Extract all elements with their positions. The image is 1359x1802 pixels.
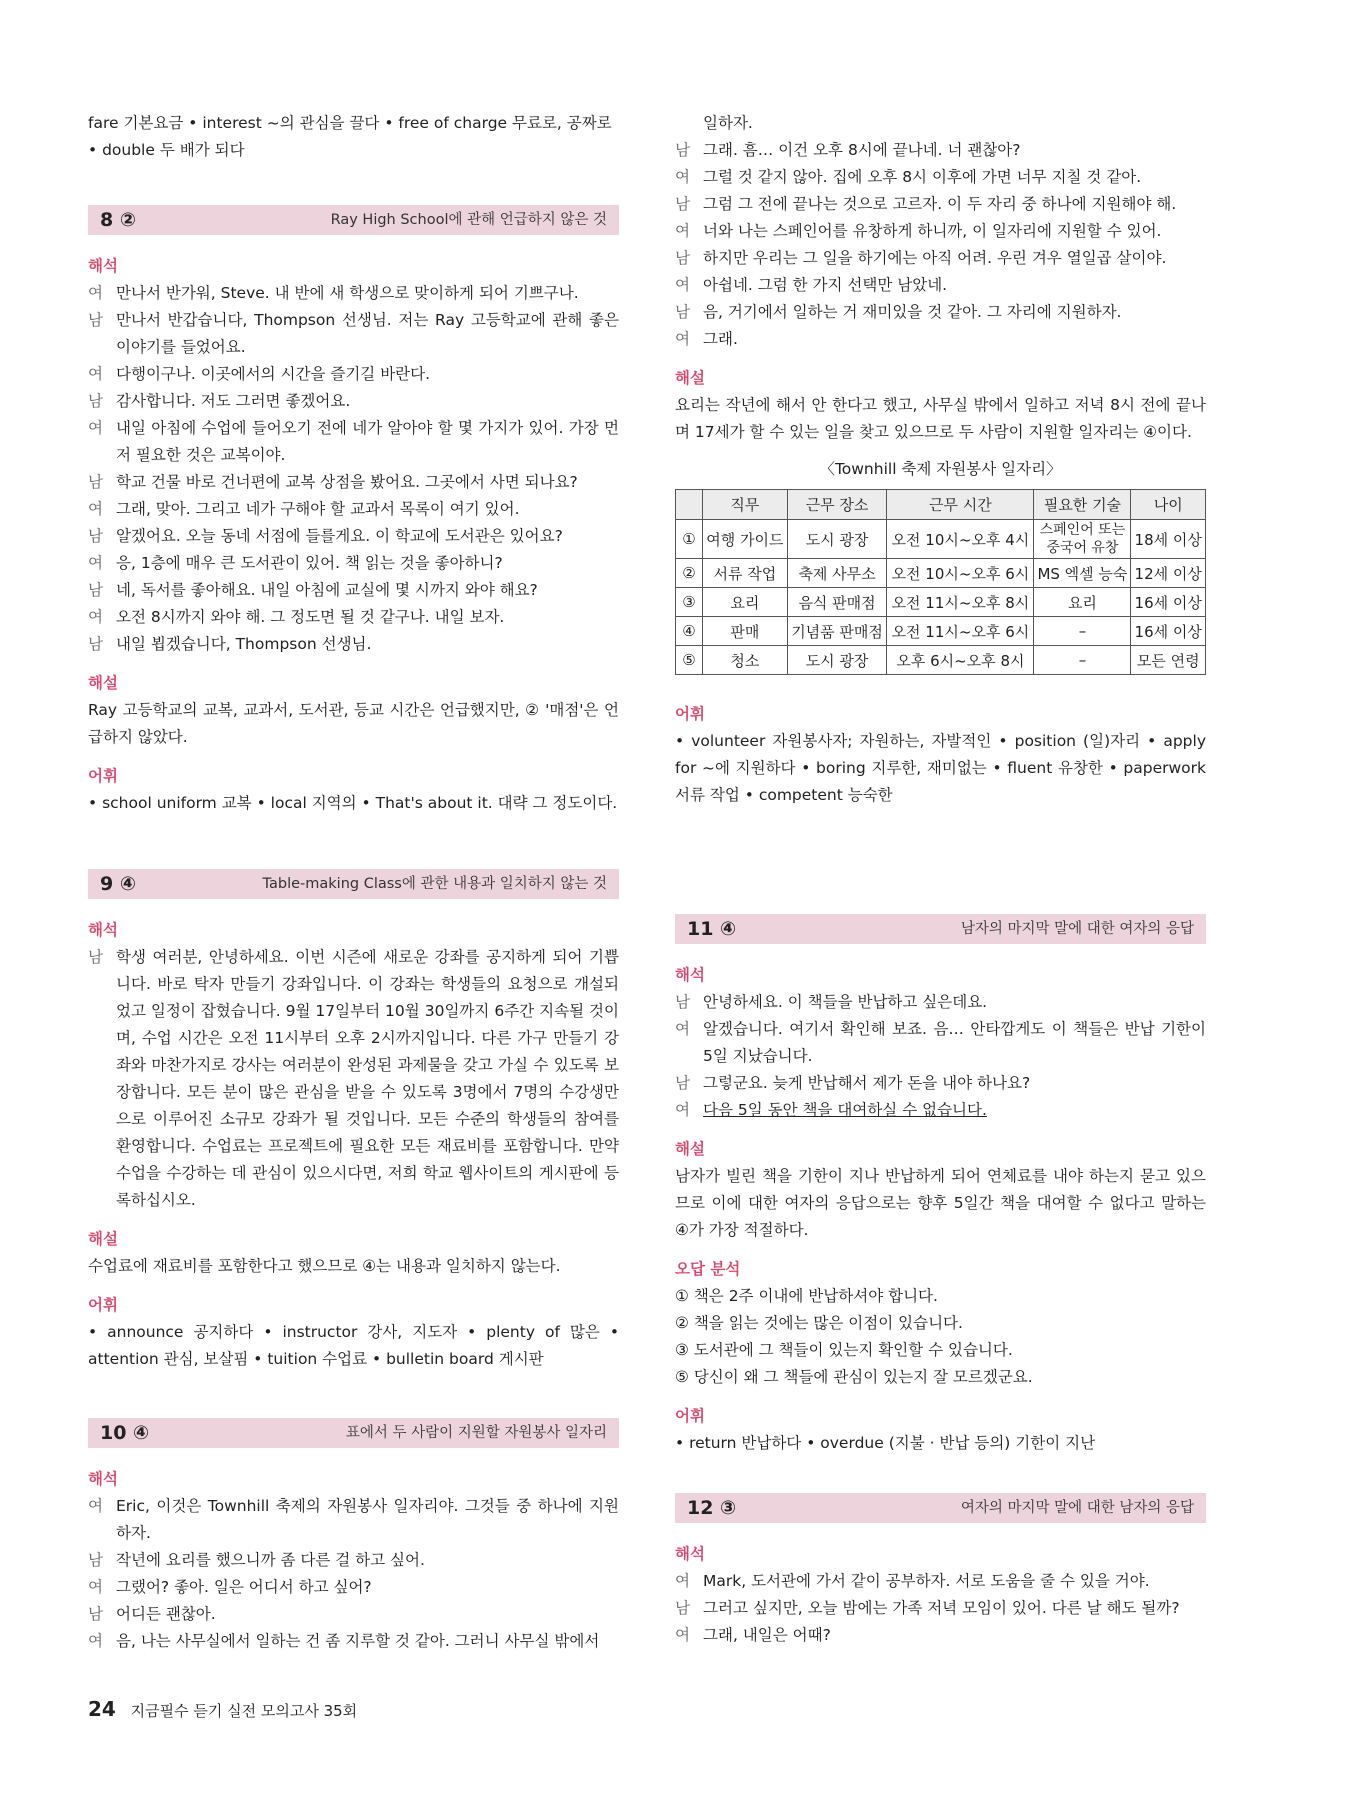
dialogue-text bbox=[116, 604, 619, 631]
dialogue-line bbox=[675, 1622, 1206, 1649]
dialogue-line bbox=[88, 631, 619, 658]
page-number: 24 bbox=[88, 1697, 116, 1721]
volunteer-table bbox=[675, 489, 1206, 675]
q10-dialogue bbox=[88, 1493, 619, 1655]
dialogue-text-content: 너와 나는 스페인어를 유창하게 하니까, 이 일자리에 지원할 수 있어. bbox=[703, 222, 1162, 240]
dialogue-text bbox=[703, 164, 1206, 191]
dialogue-text-content: 일하자. bbox=[703, 114, 753, 132]
dialogue-text bbox=[116, 469, 619, 496]
q8-header bbox=[88, 205, 619, 235]
dialogue-text-content: 만나서 반갑습니다, Thompson 선생님. 저는 Ray 고등학교에 관해 좋은 이야기를 들었어요. bbox=[116, 311, 619, 356]
dialogue-line bbox=[88, 550, 619, 577]
q9-explanation-label: 해설 bbox=[88, 1230, 118, 1248]
q9-translation-label: 해석 bbox=[88, 921, 118, 939]
dialogue-text-content: 그렇군요. 늦게 반납해서 제가 돈을 내야 하나요? bbox=[703, 1074, 1031, 1092]
dialogue-line bbox=[88, 604, 619, 631]
speaker-label: 여 bbox=[88, 500, 103, 518]
q8-explanation-label: 해설 bbox=[88, 674, 118, 692]
table-cell: 오전 10시~오후 6시 bbox=[887, 559, 1034, 588]
q8-vocab: • school uniform 교복 • local 지역의 • That's about it. 대략 그 정도이다. bbox=[88, 794, 618, 812]
speaker-label: 남 bbox=[675, 1599, 690, 1617]
dialogue-text bbox=[116, 1493, 619, 1547]
speaker-label: 여 bbox=[88, 608, 103, 626]
table-header-cell: 근무 장소 bbox=[787, 490, 887, 520]
q8-description: Ray High School에 관해 언급하지 않은 것 bbox=[330, 212, 607, 228]
dialogue-text bbox=[116, 631, 619, 658]
dialogue-line bbox=[675, 164, 1206, 191]
dialogue-text bbox=[703, 245, 1206, 272]
dialogue-text bbox=[116, 1574, 619, 1601]
speaker-label: 남 bbox=[88, 948, 103, 966]
table-cell: 모든 연령 bbox=[1131, 646, 1206, 675]
dialogue-text bbox=[116, 307, 619, 361]
dialogue-line bbox=[675, 1568, 1206, 1595]
dialogue-text-content: 알겠어요. 오늘 동네 서점에 들를게요. 이 학교에 도서관은 있어요? bbox=[116, 527, 563, 545]
speaker-label: 여 bbox=[675, 1572, 690, 1590]
dialogue-line bbox=[675, 137, 1206, 164]
dialogue-text bbox=[116, 944, 619, 1214]
q8-dialogue bbox=[88, 280, 619, 658]
dialogue-text bbox=[703, 137, 1206, 164]
dialogue-line bbox=[88, 1574, 619, 1601]
dialogue-line bbox=[675, 989, 1206, 1016]
table-header-cell: 나이 bbox=[1131, 490, 1206, 520]
speaker-label: 여 bbox=[675, 1020, 690, 1038]
dialogue-text-content: 학생 여러분, 안녕하세요. 이번 시즌에 새로운 강좌를 공지하게 되어 기쁩니다. 바로 탁자 만들기 강좌입니다. 이 강좌는 학생들의 요청으로 개설되었고 일정이 잡혔습니다. 9월 17일부터 10월 30일까지 6주간 지속될 것이며, 수업 시간은 오전 11시부터 오후 2시까지입니다. 다른 가구 만들기 강좌와 마찬가지로 강사는 여러분이 완성된 과제물을 갖고 가실 수 있도록 보장합니다. 모든 분이 많은 관심을 받을 수 있도록 3명에서 7명의 수강생만으로 이루어진 소규모 강좌가 될 것입니다. 모든 수준의 학생들의 참여를 환영합니다. 수업료는 프로젝트에 필요한 모든 재료비를 포함합니다. 만약 수업을 수강하는 데 관심이 있으시다면, 저희 학교 웹사이트의 게시판에 등록하십시오. bbox=[116, 948, 619, 1209]
q11-vocab-label: 어휘 bbox=[675, 1407, 705, 1425]
q9-description: Table-making Class에 관한 내용과 일치하지 않는 것 bbox=[262, 876, 607, 892]
table-cell: ③ bbox=[676, 588, 703, 617]
speaker-label: 남 bbox=[88, 527, 103, 545]
dialogue-text bbox=[116, 415, 619, 469]
dialogue-text-content: 오전 8시까지 와야 해. 그 정도면 될 것 같구나. 내일 보자. bbox=[116, 608, 505, 626]
table-cell: 16세 이상 bbox=[1131, 617, 1206, 646]
table-cell: 18세 이상 bbox=[1131, 520, 1206, 559]
speaker-label: 여 bbox=[675, 168, 690, 186]
table-cell: 오전 11시~오후 8시 bbox=[887, 588, 1034, 617]
dialogue-text bbox=[703, 1097, 1206, 1124]
dialogue-text-content: 그럼 그 전에 끝나는 것으로 고르자. 이 두 자리 중 하나에 지원해야 해. bbox=[703, 195, 1177, 213]
speaker-label: 여 bbox=[88, 1632, 103, 1650]
q11-description: 남자의 마지막 말에 대한 여자의 응답 bbox=[960, 921, 1194, 937]
question-11 bbox=[675, 914, 1206, 1457]
speaker-label: 남 bbox=[675, 195, 690, 213]
dialogue-text bbox=[703, 1595, 1206, 1622]
q10-header bbox=[88, 1418, 619, 1448]
table-cell: 요리 bbox=[1034, 588, 1131, 617]
dialogue-text-content: 안녕하세요. 이 책들을 반납하고 싶은데요. bbox=[703, 993, 988, 1011]
dialogue-text-content: 알겠습니다. 여기서 확인해 보죠. 음… 안타깝게도 이 책들은 반납 기한이 5일 지났습니다. bbox=[703, 1020, 1206, 1065]
dialogue-text-content: 응, 1층에 매우 큰 도서관이 있어. 책 읽는 것을 좋아하니? bbox=[116, 554, 503, 572]
q10-translation-label: 해석 bbox=[88, 1470, 118, 1488]
table-cell: ④ bbox=[676, 617, 703, 646]
q11-explanation-label: 해설 bbox=[675, 1140, 705, 1158]
table-cell: 판매 bbox=[703, 617, 788, 646]
speaker-label: 여 bbox=[88, 284, 103, 302]
q11-explanation: 남자가 빌린 책을 기한이 지나 반납하게 되어 연체료를 내야 하는지 묻고 있으므로 이에 대한 여자의 응답으로는 향후 5일간 책을 대여할 수 없다고 말하는 ④가 가장 적절하다. bbox=[675, 1167, 1206, 1239]
table-row bbox=[676, 646, 1206, 675]
dialogue-text-content: 음, 거기에서 일하는 거 재미있을 것 같아. 그 자리에 지원하자. bbox=[703, 303, 1122, 321]
q12-number: 12 ③ bbox=[687, 1497, 737, 1519]
dialogue-line bbox=[88, 1547, 619, 1574]
table-cell: 12세 이상 bbox=[1131, 559, 1206, 588]
speaker-label bbox=[675, 110, 703, 137]
table-cell: ② bbox=[676, 559, 703, 588]
speaker-label: 여 bbox=[88, 554, 103, 572]
dialogue-line bbox=[675, 245, 1206, 272]
dialogue-line bbox=[88, 1601, 619, 1628]
dialogue-text-content: 내일 아침에 수업에 들어오기 전에 네가 알아야 할 몇 가지가 있어. 가장 먼저 필요한 것은 교복이야. bbox=[116, 419, 619, 464]
q9-dialogue bbox=[88, 944, 619, 1214]
q12-header bbox=[675, 1493, 1206, 1523]
q9-vocab-label: 어휘 bbox=[88, 1296, 118, 1314]
dialogue-line bbox=[675, 299, 1206, 326]
q11-header bbox=[675, 914, 1206, 944]
dialogue-text bbox=[703, 1016, 1206, 1070]
q10-explanation: 요리는 작년에 해서 안 한다고 했고, 사무실 밖에서 일하고 저녁 8시 전에 끝나며 17세가 할 수 있는 일을 찾고 있으므로 두 사람이 지원할 일자리는 ④이다. bbox=[675, 396, 1206, 441]
volunteer-table-header-row bbox=[676, 490, 1206, 520]
dialogue-text-content: 그럴 것 같지 않아. 집에 오후 8시 이후에 가면 너무 지칠 것 같아. bbox=[703, 168, 1142, 186]
q9-number: 9 ④ bbox=[100, 873, 136, 895]
q11-number: 11 ④ bbox=[687, 918, 737, 940]
q9-explanation: 수업료에 재료비를 포함한다고 했으므로 ④는 내용과 일치하지 않는다. bbox=[88, 1257, 561, 1275]
dialogue-text-content: 하지만 우리는 그 일을 하기에는 아직 어려. 우린 겨우 열일곱 살이야. bbox=[703, 249, 1167, 267]
dialogue-line bbox=[88, 496, 619, 523]
dialogue-text bbox=[116, 280, 619, 307]
q12-translation-label: 해석 bbox=[675, 1545, 705, 1563]
table-cell: 오후 6시~오후 8시 bbox=[887, 646, 1034, 675]
speaker-label: 남 bbox=[88, 1605, 103, 1623]
table-cell: 스페인어 또는 중국어 유창 bbox=[1034, 520, 1131, 559]
table-header-cell: 직무 bbox=[703, 490, 788, 520]
dialogue-text-content: 그랬어? 좋아. 일은 어디서 하고 싶어? bbox=[116, 1578, 372, 1596]
page-footer bbox=[88, 1696, 357, 1724]
question-10 bbox=[88, 1418, 619, 1655]
speaker-label: 여 bbox=[675, 330, 690, 348]
q9-header bbox=[88, 869, 619, 899]
speaker-label: 남 bbox=[88, 1551, 103, 1569]
q10-description: 표에서 두 사람이 지원할 자원봉사 일자리 bbox=[345, 1425, 607, 1441]
table-header-cell: 필요한 기술 bbox=[1034, 490, 1131, 520]
dialogue-line bbox=[675, 1097, 1206, 1124]
q8-explanation: Ray 고등학교의 교복, 교과서, 도서관, 등교 시간은 언급했지만, ② '매점'은 언급하지 않았다. bbox=[88, 701, 619, 746]
q9-vocab: • announce 공지하다 • instructor 강사, 지도자 • plenty of 많은 • attention 관심, 보살핌 • tuition 수업료 • bulletin board 게시판 bbox=[88, 1323, 619, 1368]
speaker-label: 여 bbox=[88, 1578, 103, 1596]
q8-vocab-label: 어휘 bbox=[88, 767, 118, 785]
q8-number: 8 ② bbox=[100, 209, 136, 231]
table-cell: 음식 판매점 bbox=[787, 588, 887, 617]
speaker-label: 여 bbox=[675, 276, 690, 294]
dialogue-line bbox=[675, 218, 1206, 245]
dialogue-text-content: 만나서 반가워, Steve. 내 반에 새 학생으로 맞이하게 되어 기쁘구나. bbox=[116, 284, 579, 302]
dialogue-text-content: 네, 독서를 좋아해요. 내일 아침에 교실에 몇 시까지 와야 해요? bbox=[116, 581, 538, 599]
dialogue-line bbox=[675, 1070, 1206, 1097]
speaker-label: 여 bbox=[88, 365, 103, 383]
dialogue-text-content: 아쉽네. 그럼 한 가지 선택만 남았네. bbox=[703, 276, 948, 294]
dialogue-text-content: 다음 5일 동안 책을 대여하실 수 없습니다. bbox=[703, 1101, 987, 1119]
dialogue-text bbox=[116, 1547, 619, 1574]
dialogue-text-content: 음, 나는 사무실에서 일하는 건 좀 지루할 것 같아. 그러니 사무실 밖에서 bbox=[116, 1632, 600, 1650]
book-title: 지금필수 듣기 실전 모의고사 35회 bbox=[130, 1702, 358, 1720]
dialogue-line bbox=[88, 944, 619, 1214]
question-12 bbox=[675, 1493, 1206, 1649]
speaker-label: 여 bbox=[675, 1101, 690, 1119]
dialogue-line bbox=[675, 110, 1206, 137]
dialogue-text bbox=[703, 1070, 1206, 1097]
dialogue-line bbox=[675, 1016, 1206, 1070]
dialogue-text-content: 어디든 괜찮아. bbox=[116, 1605, 216, 1623]
table-row bbox=[676, 617, 1206, 646]
speaker-label: 여 bbox=[675, 1626, 690, 1644]
table-cell: 기념품 판매점 bbox=[787, 617, 887, 646]
dialogue-text bbox=[116, 388, 619, 415]
table-cell: 오전 10시~오후 4시 bbox=[887, 520, 1034, 559]
table-cell: 서류 작업 bbox=[703, 559, 788, 588]
dialogue-text bbox=[703, 1622, 1206, 1649]
table-row bbox=[676, 559, 1206, 588]
q11-wrong-options bbox=[675, 1283, 1206, 1391]
dialogue-text bbox=[703, 299, 1206, 326]
table-row bbox=[676, 520, 1206, 559]
speaker-label: 여 bbox=[88, 1497, 103, 1515]
dialogue-text bbox=[116, 523, 619, 550]
table-cell: 여행 가이드 bbox=[703, 520, 788, 559]
table-cell: 도시 광장 bbox=[787, 520, 887, 559]
dialogue-text-content: 학교 건물 바로 건너편에 교복 상점을 봤어요. 그곳에서 사면 되나요? bbox=[116, 473, 578, 491]
speaker-label: 여 bbox=[88, 419, 103, 437]
question-9 bbox=[88, 869, 619, 1373]
speaker-label: 남 bbox=[675, 141, 690, 159]
dialogue-text-content: 내일 뵙겠습니다, Thompson 선생님. bbox=[116, 635, 372, 653]
q10-explanation-label: 해설 bbox=[675, 369, 705, 387]
speaker-label: 남 bbox=[88, 311, 103, 329]
dialogue-text-content: 그래, 맞아. 그리고 네가 구해야 할 교과서 목록이 여기 있어. bbox=[116, 500, 520, 518]
dialogue-line bbox=[675, 1595, 1206, 1622]
table-header-cell bbox=[676, 490, 703, 520]
dialogue-text-content: 작년에 요리를 했으니까 좀 다른 걸 하고 싶어. bbox=[116, 1551, 425, 1569]
q10-vocab-label: 어휘 bbox=[675, 705, 705, 723]
wrong-option: ① 책은 2주 이내에 반납하셔야 합니다. bbox=[675, 1287, 938, 1305]
speaker-label: 여 bbox=[675, 222, 690, 240]
q12-description: 여자의 마지막 말에 대한 남자의 응답 bbox=[960, 1500, 1194, 1516]
dialogue-text bbox=[703, 191, 1206, 218]
dialogue-line bbox=[88, 1493, 619, 1547]
table-cell: ① bbox=[676, 520, 703, 559]
dialogue-text bbox=[116, 550, 619, 577]
dialogue-text-content: 그러고 싶지만, 오늘 밤에는 가족 저녁 모임이 있어. 다른 날 해도 될까? bbox=[703, 1599, 1180, 1617]
dialogue-line bbox=[88, 307, 619, 361]
dialogue-text bbox=[703, 989, 1206, 1016]
dialogue-text bbox=[116, 1628, 619, 1655]
dialogue-text-content: 그래. 흠… 이건 오후 8시에 끝나네. 너 괜찮아? bbox=[703, 141, 1021, 159]
dialogue-line bbox=[675, 326, 1206, 353]
dialogue-line bbox=[675, 272, 1206, 299]
q11-translation-label: 해석 bbox=[675, 966, 705, 984]
speaker-label: 남 bbox=[88, 392, 103, 410]
q10-number: 10 ④ bbox=[100, 1422, 150, 1444]
dialogue-text bbox=[703, 110, 1206, 137]
volunteer-table-caption: 〈Townhill 축제 자원봉사 일자리〉 bbox=[819, 460, 1062, 478]
table-cell: MS 엑셀 능숙 bbox=[1034, 559, 1131, 588]
dialogue-text-content: Mark, 도서관에 가서 같이 공부하자. 서로 도움을 줄 수 있을 거야. bbox=[703, 1572, 1150, 1590]
q11-vocab: • return 반납하다 • overdue (지불 · 반납 등의) 기한이 지난 bbox=[675, 1434, 1096, 1452]
dialogue-text-content: 다행이구나. 이곳에서의 시간을 즐기길 바란다. bbox=[116, 365, 431, 383]
dialogue-text bbox=[116, 361, 619, 388]
dialogue-text-content: 그래. bbox=[703, 330, 738, 348]
speaker-label: 남 bbox=[88, 581, 103, 599]
table-cell: – bbox=[1034, 646, 1131, 675]
dialogue-text bbox=[703, 326, 1206, 353]
dialogue-line bbox=[88, 577, 619, 604]
speaker-label: 남 bbox=[88, 635, 103, 653]
speaker-label: 남 bbox=[675, 249, 690, 267]
table-cell: 도시 광장 bbox=[787, 646, 887, 675]
dialogue-line bbox=[675, 191, 1206, 218]
dialogue-line bbox=[88, 361, 619, 388]
dialogue-text bbox=[116, 577, 619, 604]
table-cell: 청소 bbox=[703, 646, 788, 675]
dialogue-line bbox=[88, 1628, 619, 1655]
table-cell: 요리 bbox=[703, 588, 788, 617]
wrong-option: ③ 도서관에 그 책들이 있는지 확인할 수 있습니다. bbox=[675, 1341, 1013, 1359]
speaker-label: 남 bbox=[675, 993, 690, 1011]
speaker-label: 남 bbox=[675, 1074, 690, 1092]
wrong-option: ⑤ 당신이 왜 그 책들에 관심이 있는지 잘 모르겠군요. bbox=[675, 1368, 1033, 1386]
table-cell: – bbox=[1034, 617, 1131, 646]
dialogue-text bbox=[703, 1568, 1206, 1595]
table-row bbox=[676, 588, 1206, 617]
q10-dialogue-continued bbox=[675, 110, 1206, 353]
q10-vocab: • volunteer 자원봉사자; 자원하는, 자발적인 • position (일)자리 • apply for ~에 지원하다 • boring 지루한, 재미없는 • fluent 유창한 • paperwork 서류 작업 • competent 능숙한 bbox=[675, 732, 1206, 804]
intro-vocab: fare 기본요금 • interest ~의 관심을 끌다 • free of charge 무료로, 공짜로 • double 두 배가 되다 bbox=[88, 114, 612, 159]
dialogue-line bbox=[88, 469, 619, 496]
dialogue-text bbox=[116, 1601, 619, 1628]
table-cell: 오전 11시~오후 6시 bbox=[887, 617, 1034, 646]
dialogue-text bbox=[116, 496, 619, 523]
dialogue-text-content: 감사합니다. 저도 그러면 좋겠어요. bbox=[116, 392, 351, 410]
table-cell: 16세 이상 bbox=[1131, 588, 1206, 617]
q11-wrong-analysis-label: 오답 분석 bbox=[675, 1260, 741, 1278]
table-header-cell: 근무 시간 bbox=[887, 490, 1034, 520]
table-cell: ⑤ bbox=[676, 646, 703, 675]
dialogue-line bbox=[88, 523, 619, 550]
question-10-continued bbox=[675, 110, 1206, 809]
question-8 bbox=[88, 205, 619, 817]
wrong-option: ② 책을 읽는 것에는 많은 이점이 있습니다. bbox=[675, 1314, 963, 1332]
dialogue-line bbox=[88, 415, 619, 469]
q11-dialogue bbox=[675, 989, 1206, 1124]
dialogue-text bbox=[703, 272, 1206, 299]
dialogue-text bbox=[703, 218, 1206, 245]
dialogue-text-content: 그래, 내일은 어때? bbox=[703, 1626, 831, 1644]
q12-dialogue bbox=[675, 1568, 1206, 1649]
dialogue-line bbox=[88, 280, 619, 307]
table-cell: 축제 사무소 bbox=[787, 559, 887, 588]
speaker-label: 남 bbox=[88, 473, 103, 491]
speaker-label: 남 bbox=[675, 303, 690, 321]
dialogue-line bbox=[88, 388, 619, 415]
dialogue-text-content: Eric, 이것은 Townhill 축제의 자원봉사 일자리야. 그것들 중 하나에 지원하자. bbox=[116, 1497, 619, 1542]
q8-translation-label: 해석 bbox=[88, 257, 118, 275]
